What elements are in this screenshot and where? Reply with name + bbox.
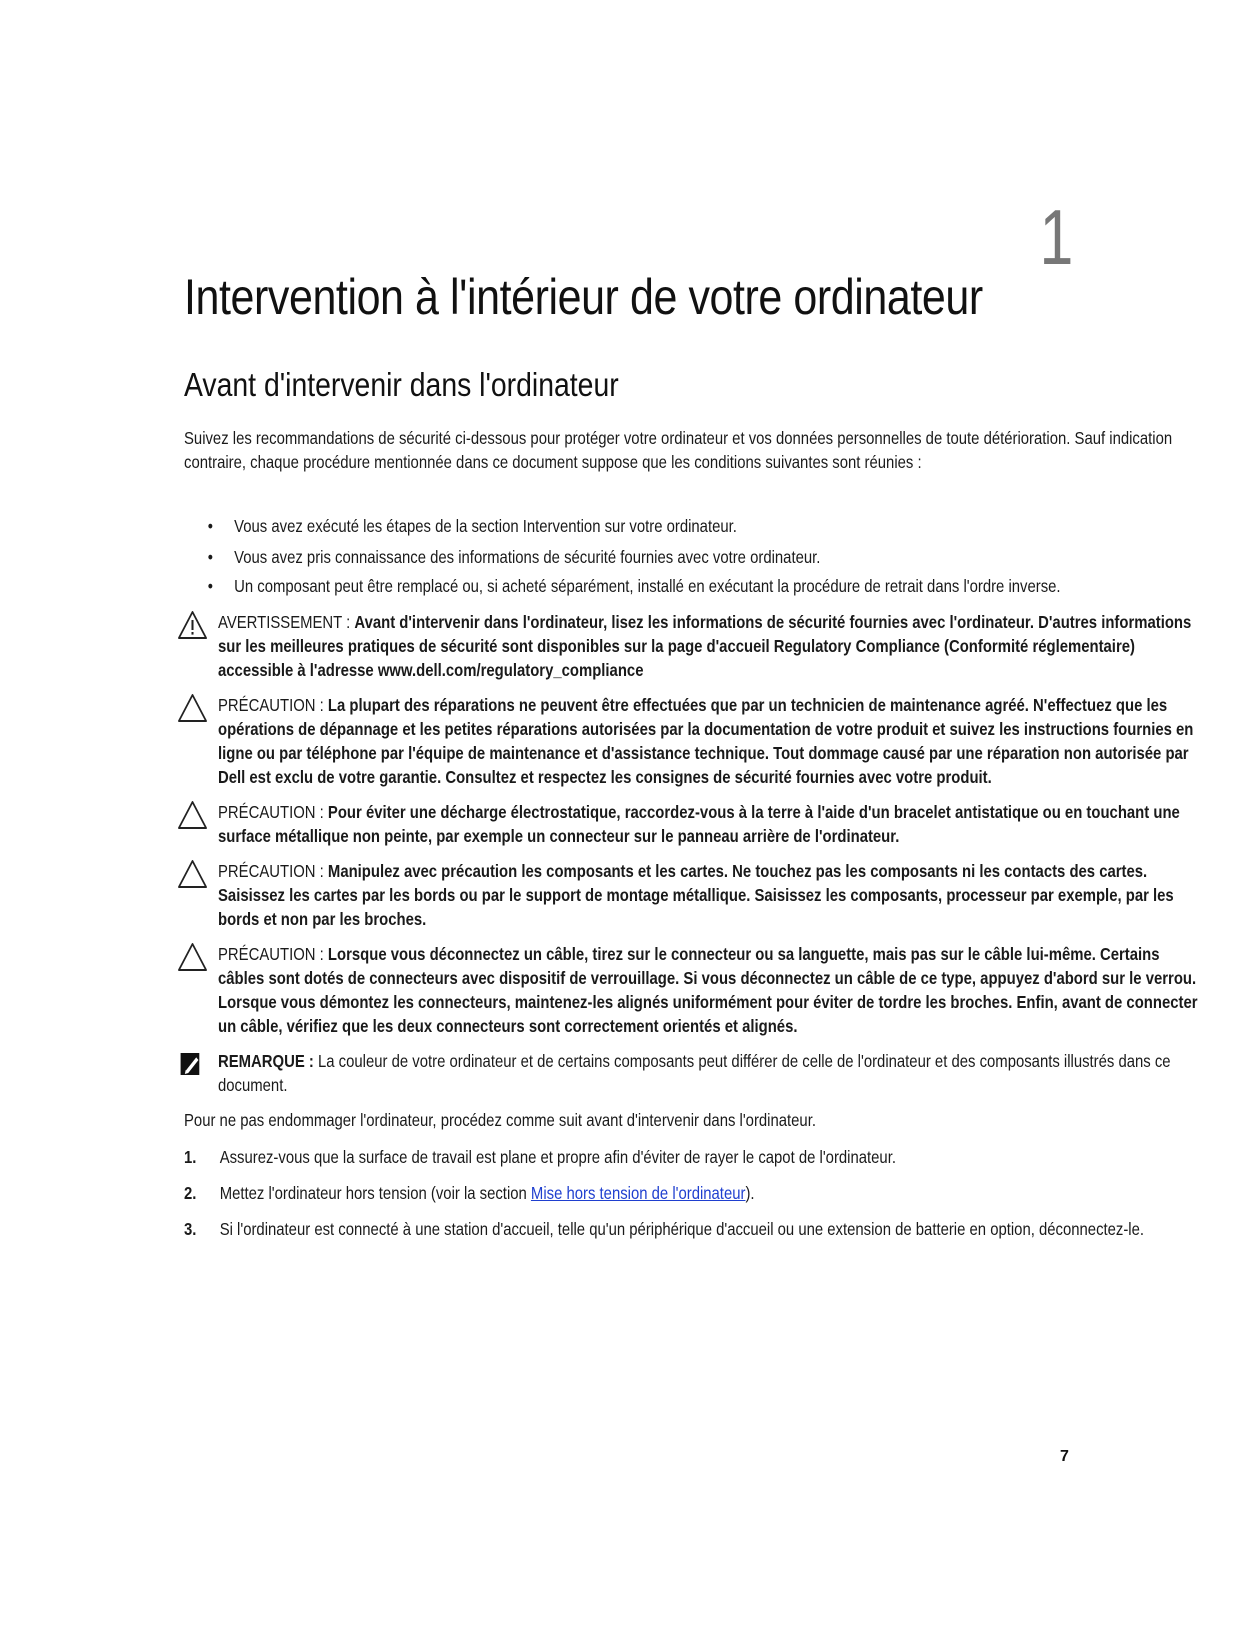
notice-text: Lorsque vous déconnectez un câble, tirez sur le connecteur ou sa languette, mais pas sur le câble lui-même. Certains câbles sont dotés de connecteurs avec dispositif de verrouillage. Si vous déconnectez un câble de ce type, appuyez d'abord sur le verrou. Lorsque vous démontez les connecteurs, maintenez-les alignés uniformément pour éviter de tordre les broches. Enfin, avant de connecter un câble, vérifiez que les deux connecteurs sont correctement orientés et alignés.	[218, 944, 1198, 1036]
page-number: 7	[1060, 1448, 1069, 1465]
list-item	[184, 576, 1207, 596]
step-item	[184, 1218, 1207, 1240]
note-notice	[184, 1049, 1207, 1097]
caution-notice	[184, 800, 1207, 848]
caution-icon	[177, 800, 208, 830]
note-pencil-icon	[177, 1049, 208, 1079]
intro-paragraph: Suivez les recommandations de sécurité ci-dessous pour protéger votre ordinateur et vos données personnelles de toute détérioration. Sauf indication contraire, chaque procédure mentionnée dans ce document suppose que les conditions suivantes sont réunies :	[184, 428, 1173, 472]
caution-notice	[184, 942, 1207, 1038]
list-item-text: Un composant peut être remplacé ou, si acheté séparément, installé en exécutant la procédure de retrait dans l'ordre inverse.	[234, 576, 1061, 596]
list-item-text: Vous avez pris connaissance des informations de sécurité fournies avec votre ordinateur.	[234, 547, 821, 567]
warning-notice	[184, 610, 1207, 682]
chapter-title: Intervention à l'intérieur de votre ordinateur	[184, 269, 983, 325]
bullet-icon: •	[207, 547, 214, 567]
notice-label: PRÉCAUTION :	[218, 944, 328, 964]
notice-text: Avant d'intervenir dans l'ordinateur, lisez les informations de sécurité fournies avec l'ordinateur. D'autres informations sur les meilleures pratiques de sécurité sont disponibles sur la page d'accueil Regulatory Compliance (Conformité réglementaire) accessible à l'adresse www.dell.com/regulatory_compliance	[218, 612, 1192, 680]
step-item	[184, 1146, 1207, 1168]
notices	[184, 610, 1207, 1097]
step-number: 3.	[184, 1219, 197, 1239]
notice-text: Manipulez avec précaution les composants et les cartes. Ne touchez pas les composants ni les contacts des cartes. Saisissez les cartes par les bords ou par le support de montage métallique. Saisissez les composants, processeur par exemple, par les bords et non par les broches.	[218, 861, 1174, 929]
warning-icon	[177, 610, 208, 640]
caution-icon	[177, 859, 208, 889]
bullet-icon: •	[207, 516, 214, 536]
notice-text: La plupart des réparations ne peuvent être effectuées que par un technicien de maintenance agréé. N'effectuez que les opérations de dépannage et les petites réparations autorisées par la documentation de votre produit et suivez les instructions fournies en ligne ou par téléphone par l'équipe de maintenance et d'assistance technique. Tout dommage causé par une réparation non autorisée par Dell est exclu de votre garantie. Consultez et respectez les consignes de sécurité fournies avec votre produit.	[218, 695, 1194, 787]
notice-label: PRÉCAUTION :	[218, 695, 328, 715]
list-item	[184, 514, 1207, 538]
power-off-link[interactable]: Mise hors tension de l'ordinateur	[530, 1183, 746, 1203]
note-label: REMARQUE :	[218, 1051, 318, 1071]
step-text: Si l'ordinateur est connecté à une station d'accueil, telle qu'un périphérique d'accueil ou une extension de batterie en option, déconnectez-le.	[219, 1219, 1145, 1239]
step-item	[184, 1182, 1207, 1204]
procedure-steps	[184, 1146, 1207, 1240]
notice-label: PRÉCAUTION :	[218, 802, 328, 822]
prerequisite-list	[184, 514, 1207, 596]
notice-label: PRÉCAUTION :	[218, 861, 328, 881]
caution-notice	[184, 693, 1207, 789]
step-number: 2.	[184, 1183, 197, 1203]
bullet-icon: •	[207, 576, 214, 596]
caution-icon	[177, 942, 208, 972]
list-item	[184, 545, 1207, 569]
page-content	[184, 426, 1204, 1254]
list-item-text: Vous avez exécuté les étapes de la section Intervention sur votre ordinateur.	[234, 516, 737, 536]
chapter-number: 1	[1039, 193, 1073, 281]
step-text-after: ).	[745, 1183, 755, 1203]
closing-paragraph: Pour ne pas endommager l'ordinateur, procédez comme suit avant d'intervenir dans l'ordinateur.	[184, 1110, 816, 1130]
note-text: La couleur de votre ordinateur et de certains composants peut différer de celle de l'ordinateur et des composants illustrés dans ce document.	[218, 1051, 1171, 1095]
step-number: 1.	[184, 1147, 197, 1167]
notice-text: Pour éviter une décharge électrostatique, raccordez-vous à la terre à l'aide d'un bracelet antistatique ou en touchant une surface métallique non peinte, par exemple un connecteur sur le panneau arrière de l'ordinateur.	[218, 802, 1180, 846]
notice-label: AVERTISSEMENT :	[218, 612, 355, 632]
caution-notice	[184, 859, 1207, 931]
section-title: Avant d'intervenir dans l'ordinateur	[184, 366, 619, 403]
step-text: Assurez-vous que la surface de travail est plane et propre afin d'éviter de rayer le capot de l'ordinateur.	[219, 1147, 896, 1167]
step-text-before: Mettez l'ordinateur hors tension (voir la section	[219, 1183, 531, 1203]
caution-icon	[177, 693, 208, 723]
